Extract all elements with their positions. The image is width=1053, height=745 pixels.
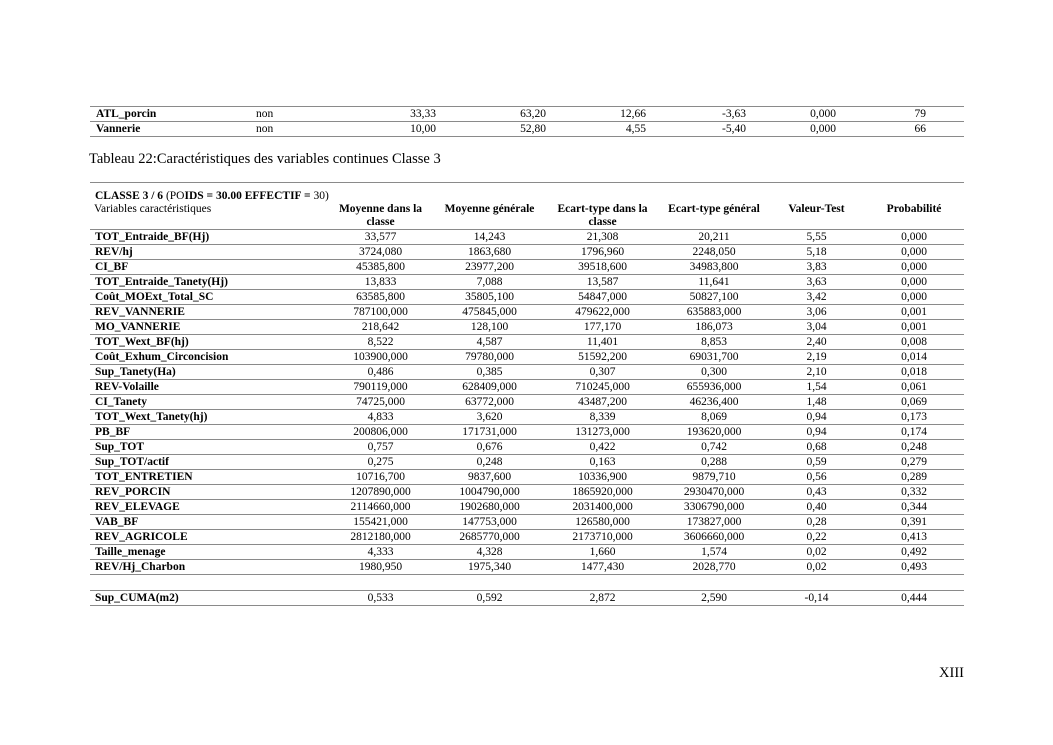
value-m2: 0,248 [433, 455, 546, 470]
col-test-value: Valeur-Test [769, 203, 864, 230]
value-p: 0,001 [864, 305, 964, 320]
class-count: 30) [313, 190, 329, 202]
top-cell-v2: 52,80 [474, 122, 584, 137]
value-s1: 51592,200 [546, 350, 659, 365]
top-cell-var: ATL_porcin [90, 107, 250, 122]
class-weight-label: IDS = 30.00 EFFECTIF = [184, 190, 314, 202]
class-weight-prefix: (PO [163, 190, 185, 202]
value-s1: 126580,000 [546, 515, 659, 530]
value-m2: 23977,200 [433, 260, 546, 275]
value-s1: 54847,000 [546, 290, 659, 305]
main-table-body [90, 230, 964, 606]
value-s2: 193620,000 [659, 425, 769, 440]
table-row [90, 380, 964, 395]
table-row [90, 470, 964, 485]
value-s2: 186,073 [659, 320, 769, 335]
value-s1: 21,308 [546, 230, 659, 245]
variable-name: TOT_Wext_BF(hj) [90, 335, 328, 350]
top-cell-v1: 10,00 [364, 122, 474, 137]
value-s1: 10336,900 [546, 470, 659, 485]
value-s2: 2028,770 [659, 560, 769, 575]
value-s2: 8,853 [659, 335, 769, 350]
value-p: 0,413 [864, 530, 964, 545]
value-m2: 475845,000 [433, 305, 546, 320]
value-s1: 2173710,000 [546, 530, 659, 545]
variable-name: Sup_Tanety(Ha) [90, 365, 328, 380]
class3-continuous-table [90, 182, 964, 606]
value-vt: 0,40 [769, 500, 864, 515]
value-m2: 79780,000 [433, 350, 546, 365]
value-vt: 0,94 [769, 410, 864, 425]
value-m1: 3724,080 [328, 245, 433, 260]
value-p: 0,000 [864, 260, 964, 275]
variable-name: REV_AGRICOLE [90, 530, 328, 545]
variable-name: CI_Tanety [90, 395, 328, 410]
value-s1: 479622,000 [546, 305, 659, 320]
variable-name: VAB_BF [90, 515, 328, 530]
value-m1: 155421,000 [328, 515, 433, 530]
value-s1: 11,401 [546, 335, 659, 350]
value-s2: 635883,000 [659, 305, 769, 320]
value-p: 0,069 [864, 395, 964, 410]
value-m1: 1207890,000 [328, 485, 433, 500]
value-s2: 0,300 [659, 365, 769, 380]
table-row [90, 365, 964, 380]
table-row [90, 545, 964, 560]
value-vt: 0,22 [769, 530, 864, 545]
value-p: 0,493 [864, 560, 964, 575]
variable-name: Sup_TOT [90, 440, 328, 455]
value-p: 0,000 [864, 290, 964, 305]
value-s2: 50827,100 [659, 290, 769, 305]
value-m2: 0,592 [433, 591, 546, 606]
value-m2: 7,088 [433, 275, 546, 290]
value-m1: 0,486 [328, 365, 433, 380]
value-p: 0,391 [864, 515, 964, 530]
variable-name: CI_BF [90, 260, 328, 275]
value-m1: 0,275 [328, 455, 433, 470]
class-label: CLASSE 3 / 6 [95, 190, 164, 202]
value-s2: 3606660,000 [659, 530, 769, 545]
top-cell-mod: non [250, 107, 364, 122]
value-m1: 8,522 [328, 335, 433, 350]
top-cell-v4: -5,40 [684, 122, 784, 137]
value-vt: 3,04 [769, 320, 864, 335]
top-cell-mod: non [250, 122, 364, 137]
value-p: 0,001 [864, 320, 964, 335]
value-vt: 3,42 [769, 290, 864, 305]
value-m2: 1902680,000 [433, 500, 546, 515]
top-cell-v3: 4,55 [584, 122, 684, 137]
value-s2: 655936,000 [659, 380, 769, 395]
value-m2: 628409,000 [433, 380, 546, 395]
variable-name: REV/hj [90, 245, 328, 260]
value-m2: 9837,600 [433, 470, 546, 485]
variable-name: TOT_Entraide_BF(Hj) [90, 230, 328, 245]
value-m1: 218,642 [328, 320, 433, 335]
value-vt: 5,55 [769, 230, 864, 245]
value-m2: 3,620 [433, 410, 546, 425]
value-vt: 0,59 [769, 455, 864, 470]
top-table-row [90, 107, 964, 122]
top-cell-v6: 66 [874, 122, 964, 137]
top-cell-v6: 79 [874, 107, 964, 122]
value-m2: 0,385 [433, 365, 546, 380]
value-s2: 2248,050 [659, 245, 769, 260]
value-vt: 0,94 [769, 425, 864, 440]
value-s1: 0,163 [546, 455, 659, 470]
value-s1: 1796,960 [546, 245, 659, 260]
value-m2: 128,100 [433, 320, 546, 335]
variable-name: Sup_TOT/actif [90, 455, 328, 470]
value-m1: 10716,700 [328, 470, 433, 485]
value-m1: 45385,800 [328, 260, 433, 275]
value-m2: 1863,680 [433, 245, 546, 260]
value-s2: 69031,700 [659, 350, 769, 365]
table-row [90, 455, 964, 470]
value-m1: 790119,000 [328, 380, 433, 395]
value-vt: -0,14 [769, 591, 864, 606]
value-m1: 787100,000 [328, 305, 433, 320]
top-cell-v4: -3,63 [684, 107, 784, 122]
top-modalities-table [90, 106, 964, 137]
value-s2: 0,742 [659, 440, 769, 455]
table-row [90, 440, 964, 455]
table-row [90, 275, 964, 290]
value-s1: 43487,200 [546, 395, 659, 410]
value-p: 0,173 [864, 410, 964, 425]
value-m2: 2685770,000 [433, 530, 546, 545]
variable-name: PB_BF [90, 425, 328, 440]
value-m2: 35805,100 [433, 290, 546, 305]
value-m2: 0,676 [433, 440, 546, 455]
value-m1: 4,833 [328, 410, 433, 425]
variable-name: TOT_Entraide_Tanety(Hj) [90, 275, 328, 290]
value-s2: 173827,000 [659, 515, 769, 530]
value-vt: 0,02 [769, 545, 864, 560]
value-vt: 3,83 [769, 260, 864, 275]
value-s2: 0,288 [659, 455, 769, 470]
table-row [90, 320, 964, 335]
value-s2: 2930470,000 [659, 485, 769, 500]
value-p: 0,289 [864, 470, 964, 485]
value-m1: 200806,000 [328, 425, 433, 440]
table-row [90, 335, 964, 350]
value-s1: 13,587 [546, 275, 659, 290]
value-p: 0,061 [864, 380, 964, 395]
top-cell-v1: 33,33 [364, 107, 474, 122]
col-sd-class: Ecart-type dans la classe [546, 203, 659, 230]
top-cell-v5: 0,000 [784, 122, 874, 137]
value-m1: 63585,800 [328, 290, 433, 305]
variable-name: REV-Volaille [90, 380, 328, 395]
value-vt: 2,40 [769, 335, 864, 350]
variable-name: REV/Hj_Charbon [90, 560, 328, 575]
value-m2: 14,243 [433, 230, 546, 245]
value-m1: 13,833 [328, 275, 433, 290]
value-p: 0,000 [864, 230, 964, 245]
value-s2: 8,069 [659, 410, 769, 425]
table-row [90, 560, 964, 575]
value-s1: 177,170 [546, 320, 659, 335]
top-cell-var: Vannerie [90, 122, 250, 137]
value-s1: 2031400,000 [546, 500, 659, 515]
table-row [90, 350, 964, 365]
value-m1: 1980,950 [328, 560, 433, 575]
value-vt: 0,68 [769, 440, 864, 455]
table-row [90, 410, 964, 425]
variable-name: Coût_MOExt_Total_SC [90, 290, 328, 305]
value-s2: 46236,400 [659, 395, 769, 410]
value-vt: 0,56 [769, 470, 864, 485]
value-s1: 1865920,000 [546, 485, 659, 500]
value-p: 0,344 [864, 500, 964, 515]
value-vt: 2,19 [769, 350, 864, 365]
value-s2: 20,211 [659, 230, 769, 245]
value-s1: 1477,430 [546, 560, 659, 575]
col-mean-general: Moyenne générale [433, 203, 546, 230]
variable-name: Coût_Exhum_Circoncision [90, 350, 328, 365]
value-vt: 0,43 [769, 485, 864, 500]
top-cell-v3: 12,66 [584, 107, 684, 122]
table-caption: Tableau 22:Caractéristiques des variables continues Classe 3 [89, 151, 441, 167]
variable-name: REV_ELEVAGE [90, 500, 328, 515]
value-m2: 4,587 [433, 335, 546, 350]
table-row [90, 425, 964, 440]
variable-name: Taille_menage [90, 545, 328, 560]
value-m1: 4,333 [328, 545, 433, 560]
table-row [90, 530, 964, 545]
value-p: 0,279 [864, 455, 964, 470]
table-row [90, 260, 964, 275]
variable-name: Sup_CUMA(m2) [90, 591, 328, 606]
value-s1: 8,339 [546, 410, 659, 425]
table-row [90, 290, 964, 305]
col-probability: Probabilité [864, 203, 964, 230]
table-row [90, 395, 964, 410]
value-s1: 0,307 [546, 365, 659, 380]
value-m1: 74725,000 [328, 395, 433, 410]
class-header [90, 183, 964, 204]
col-mean-class: Moyenne dans la classe [328, 203, 433, 230]
value-vt: 3,63 [769, 275, 864, 290]
value-vt: 1,48 [769, 395, 864, 410]
table-row [90, 591, 964, 606]
value-m1: 0,757 [328, 440, 433, 455]
value-s1: 710245,000 [546, 380, 659, 395]
table-row [90, 485, 964, 500]
value-s1: 2,872 [546, 591, 659, 606]
top-cell-v5: 0,000 [784, 107, 874, 122]
value-vt: 3,06 [769, 305, 864, 320]
value-s1: 131273,000 [546, 425, 659, 440]
value-p: 0,000 [864, 275, 964, 290]
table-row [90, 305, 964, 320]
value-m1: 103900,000 [328, 350, 433, 365]
value-s1: 39518,600 [546, 260, 659, 275]
top-table-body [90, 107, 964, 137]
value-m1: 0,533 [328, 591, 433, 606]
col-variables: Variables caractéristiques [90, 203, 328, 230]
variable-name: MO_VANNERIE [90, 320, 328, 335]
value-vt: 0,28 [769, 515, 864, 530]
value-p: 0,248 [864, 440, 964, 455]
table-row [90, 245, 964, 260]
variable-name: TOT_ENTRETIEN [90, 470, 328, 485]
value-s2: 3306790,000 [659, 500, 769, 515]
value-m2: 4,328 [433, 545, 546, 560]
value-p: 0,008 [864, 335, 964, 350]
table-row [90, 230, 964, 245]
value-p: 0,014 [864, 350, 964, 365]
value-s2: 1,574 [659, 545, 769, 560]
value-m1: 33,577 [328, 230, 433, 245]
spacer-row [90, 575, 964, 591]
spacer-cell [90, 575, 964, 591]
page-number: XIII [939, 665, 964, 681]
value-vt: 5,18 [769, 245, 864, 260]
value-m2: 171731,000 [433, 425, 546, 440]
value-m2: 63772,000 [433, 395, 546, 410]
value-p: 0,492 [864, 545, 964, 560]
table-row [90, 515, 964, 530]
value-p: 0,000 [864, 245, 964, 260]
value-m1: 2114660,000 [328, 500, 433, 515]
value-p: 0,332 [864, 485, 964, 500]
top-cell-v2: 63,20 [474, 107, 584, 122]
value-m2: 1975,340 [433, 560, 546, 575]
value-vt: 0,02 [769, 560, 864, 575]
value-p: 0,174 [864, 425, 964, 440]
value-m2: 1004790,000 [433, 485, 546, 500]
value-p: 0,018 [864, 365, 964, 380]
table-row [90, 500, 964, 515]
value-m1: 2812180,000 [328, 530, 433, 545]
value-p: 0,444 [864, 591, 964, 606]
variable-name: TOT_Wext_Tanety(hj) [90, 410, 328, 425]
top-table-row [90, 122, 964, 137]
value-m2: 147753,000 [433, 515, 546, 530]
value-s2: 2,590 [659, 591, 769, 606]
col-sd-general: Ecart-type général [659, 203, 769, 230]
variable-name: REV_VANNERIE [90, 305, 328, 320]
value-s1: 0,422 [546, 440, 659, 455]
value-vt: 2,10 [769, 365, 864, 380]
value-s2: 34983,800 [659, 260, 769, 275]
variable-name: REV_PORCIN [90, 485, 328, 500]
value-vt: 1,54 [769, 380, 864, 395]
value-s2: 9879,710 [659, 470, 769, 485]
column-header-row [90, 203, 964, 230]
value-s1: 1,660 [546, 545, 659, 560]
value-s2: 11,641 [659, 275, 769, 290]
